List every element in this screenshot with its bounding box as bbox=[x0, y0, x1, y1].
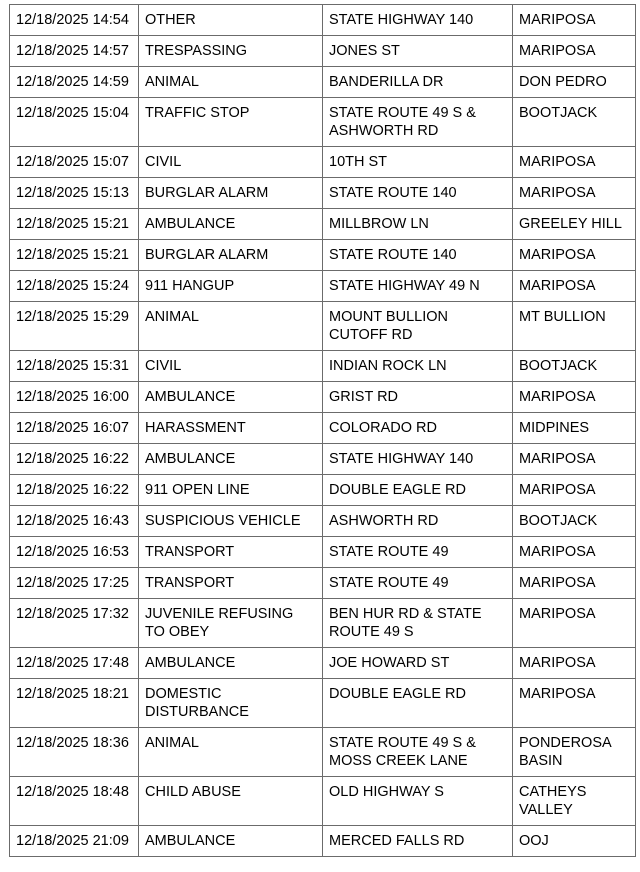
cell-incident-type: 911 OPEN LINE bbox=[139, 475, 323, 506]
cell-location: DOUBLE EAGLE RD bbox=[323, 475, 513, 506]
cell-incident-type: BURGLAR ALARM bbox=[139, 240, 323, 271]
cell-area: MARIPOSA bbox=[513, 5, 636, 36]
cell-area: MARIPOSA bbox=[513, 679, 636, 728]
cell-location: COLORADO RD bbox=[323, 413, 513, 444]
cell-datetime: 12/18/2025 15:21 bbox=[10, 209, 139, 240]
cell-area: MARIPOSA bbox=[513, 475, 636, 506]
table-row bbox=[10, 302, 636, 351]
cell-location: STATE HIGHWAY 49 N bbox=[323, 271, 513, 302]
cell-incident-type: AMBULANCE bbox=[139, 209, 323, 240]
cell-datetime: 12/18/2025 16:22 bbox=[10, 475, 139, 506]
table-row bbox=[10, 240, 636, 271]
cell-incident-type: AMBULANCE bbox=[139, 648, 323, 679]
table-row bbox=[10, 351, 636, 382]
cell-datetime: 12/18/2025 17:48 bbox=[10, 648, 139, 679]
cell-datetime: 12/18/2025 15:07 bbox=[10, 147, 139, 178]
table-row bbox=[10, 5, 636, 36]
cell-incident-type: TRAFFIC STOP bbox=[139, 98, 323, 147]
cell-location: 10TH ST bbox=[323, 147, 513, 178]
cell-incident-type: ANIMAL bbox=[139, 302, 323, 351]
cell-datetime: 12/18/2025 14:54 bbox=[10, 5, 139, 36]
cell-datetime: 12/18/2025 15:13 bbox=[10, 178, 139, 209]
table-row bbox=[10, 506, 636, 537]
cell-location: ASHWORTH RD bbox=[323, 506, 513, 537]
cell-location: JOE HOWARD ST bbox=[323, 648, 513, 679]
cell-datetime: 12/18/2025 16:43 bbox=[10, 506, 139, 537]
cell-incident-type: AMBULANCE bbox=[139, 444, 323, 475]
table-row bbox=[10, 36, 636, 67]
incident-log-body bbox=[10, 5, 636, 857]
table-row bbox=[10, 568, 636, 599]
cell-datetime: 12/18/2025 18:21 bbox=[10, 679, 139, 728]
cell-location: GRIST RD bbox=[323, 382, 513, 413]
cell-datetime: 12/18/2025 15:04 bbox=[10, 98, 139, 147]
cell-area: PONDEROSA BASIN bbox=[513, 728, 636, 777]
cell-area: MARIPOSA bbox=[513, 178, 636, 209]
cell-datetime: 12/18/2025 15:24 bbox=[10, 271, 139, 302]
table-row bbox=[10, 98, 636, 147]
cell-location: STATE ROUTE 140 bbox=[323, 178, 513, 209]
cell-location: STATE ROUTE 49 S & ASHWORTH RD bbox=[323, 98, 513, 147]
cell-location: OLD HIGHWAY S bbox=[323, 777, 513, 826]
cell-area: BOOTJACK bbox=[513, 351, 636, 382]
table-row bbox=[10, 679, 636, 728]
incident-log-table bbox=[9, 4, 636, 857]
cell-location: BANDERILLA DR bbox=[323, 67, 513, 98]
table-row bbox=[10, 382, 636, 413]
cell-area: MT BULLION bbox=[513, 302, 636, 351]
cell-datetime: 12/18/2025 17:25 bbox=[10, 568, 139, 599]
cell-datetime: 12/18/2025 17:32 bbox=[10, 599, 139, 648]
cell-area: MARIPOSA bbox=[513, 240, 636, 271]
cell-incident-type: DOMESTIC DISTURBANCE bbox=[139, 679, 323, 728]
cell-area: MARIPOSA bbox=[513, 147, 636, 178]
cell-incident-type: CIVIL bbox=[139, 147, 323, 178]
table-row bbox=[10, 147, 636, 178]
cell-location: STATE ROUTE 49 bbox=[323, 568, 513, 599]
cell-incident-type: BURGLAR ALARM bbox=[139, 178, 323, 209]
cell-area: MARIPOSA bbox=[513, 382, 636, 413]
table-row bbox=[10, 67, 636, 98]
table-row bbox=[10, 413, 636, 444]
cell-area: CATHEYS VALLEY bbox=[513, 777, 636, 826]
cell-datetime: 12/18/2025 18:48 bbox=[10, 777, 139, 826]
cell-location: BEN HUR RD & STATE ROUTE 49 S bbox=[323, 599, 513, 648]
cell-incident-type: 911 HANGUP bbox=[139, 271, 323, 302]
cell-location: STATE HIGHWAY 140 bbox=[323, 5, 513, 36]
cell-area: MARIPOSA bbox=[513, 568, 636, 599]
table-row bbox=[10, 271, 636, 302]
cell-location: STATE HIGHWAY 140 bbox=[323, 444, 513, 475]
cell-area: MARIPOSA bbox=[513, 599, 636, 648]
cell-area: BOOTJACK bbox=[513, 98, 636, 147]
cell-location: STATE ROUTE 140 bbox=[323, 240, 513, 271]
table-row bbox=[10, 599, 636, 648]
table-row bbox=[10, 826, 636, 857]
cell-area: MIDPINES bbox=[513, 413, 636, 444]
cell-incident-type: ANIMAL bbox=[139, 728, 323, 777]
cell-incident-type: TRANSPORT bbox=[139, 568, 323, 599]
cell-location: STATE ROUTE 49 S & MOSS CREEK LANE bbox=[323, 728, 513, 777]
cell-location: JONES ST bbox=[323, 36, 513, 67]
cell-datetime: 12/18/2025 15:31 bbox=[10, 351, 139, 382]
cell-area: MARIPOSA bbox=[513, 537, 636, 568]
cell-area: BOOTJACK bbox=[513, 506, 636, 537]
cell-datetime: 12/18/2025 16:53 bbox=[10, 537, 139, 568]
cell-datetime: 12/18/2025 16:00 bbox=[10, 382, 139, 413]
cell-area: GREELEY HILL bbox=[513, 209, 636, 240]
cell-incident-type: SUSPICIOUS VEHICLE bbox=[139, 506, 323, 537]
cell-area: DON PEDRO bbox=[513, 67, 636, 98]
cell-location: STATE ROUTE 49 bbox=[323, 537, 513, 568]
cell-incident-type: OTHER bbox=[139, 5, 323, 36]
table-row bbox=[10, 444, 636, 475]
cell-incident-type: CHILD ABUSE bbox=[139, 777, 323, 826]
cell-location: MOUNT BULLION CUTOFF RD bbox=[323, 302, 513, 351]
cell-location: MERCED FALLS RD bbox=[323, 826, 513, 857]
cell-location: MILLBROW LN bbox=[323, 209, 513, 240]
cell-location: INDIAN ROCK LN bbox=[323, 351, 513, 382]
cell-incident-type: HARASSMENT bbox=[139, 413, 323, 444]
table-row bbox=[10, 648, 636, 679]
table-row bbox=[10, 537, 636, 568]
cell-incident-type: TRANSPORT bbox=[139, 537, 323, 568]
cell-datetime: 12/18/2025 16:22 bbox=[10, 444, 139, 475]
cell-datetime: 12/18/2025 15:21 bbox=[10, 240, 139, 271]
cell-datetime: 12/18/2025 18:36 bbox=[10, 728, 139, 777]
cell-area: MARIPOSA bbox=[513, 648, 636, 679]
cell-incident-type: JUVENILE REFUSING TO OBEY bbox=[139, 599, 323, 648]
cell-area: MARIPOSA bbox=[513, 271, 636, 302]
cell-location: DOUBLE EAGLE RD bbox=[323, 679, 513, 728]
cell-datetime: 12/18/2025 14:59 bbox=[10, 67, 139, 98]
table-row bbox=[10, 475, 636, 506]
cell-datetime: 12/18/2025 21:09 bbox=[10, 826, 139, 857]
cell-area: MARIPOSA bbox=[513, 444, 636, 475]
table-row bbox=[10, 728, 636, 777]
cell-incident-type: CIVIL bbox=[139, 351, 323, 382]
cell-datetime: 12/18/2025 14:57 bbox=[10, 36, 139, 67]
cell-area: OOJ bbox=[513, 826, 636, 857]
cell-datetime: 12/18/2025 15:29 bbox=[10, 302, 139, 351]
cell-area: MARIPOSA bbox=[513, 36, 636, 67]
cell-datetime: 12/18/2025 16:07 bbox=[10, 413, 139, 444]
cell-incident-type: AMBULANCE bbox=[139, 382, 323, 413]
cell-incident-type: AMBULANCE bbox=[139, 826, 323, 857]
cell-incident-type: TRESPASSING bbox=[139, 36, 323, 67]
cell-incident-type: ANIMAL bbox=[139, 67, 323, 98]
table-row bbox=[10, 209, 636, 240]
table-row bbox=[10, 777, 636, 826]
table-row bbox=[10, 178, 636, 209]
